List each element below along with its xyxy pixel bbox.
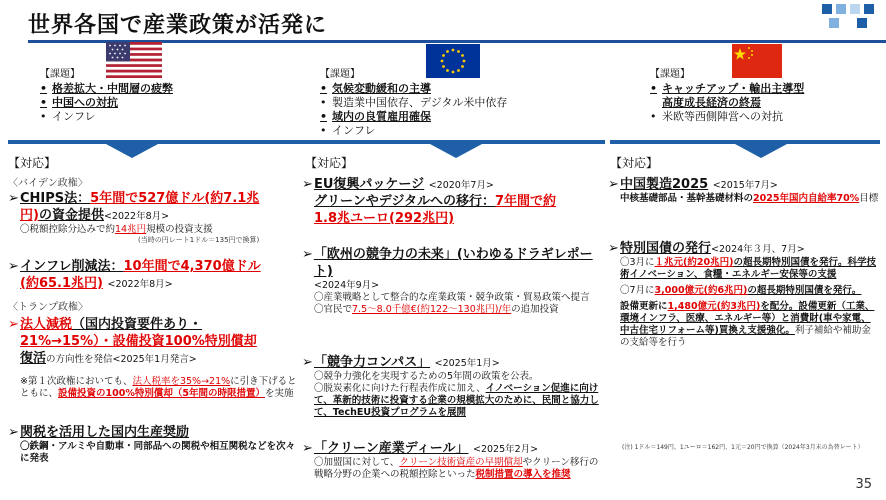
cn-issues [650, 68, 880, 124]
tariff-policy: ➢関税を活用した国内生産奨励 〇鉄鋼・アルミや自動車・同部品への関税や相互関税などを次々に発表 [8, 425, 296, 464]
eu-issue-item: • 気候変動緩和の主導 [320, 82, 431, 95]
page-number: 35 [855, 477, 872, 492]
cn-response-label: 【対応】 [610, 156, 659, 170]
deco-square [857, 18, 867, 28]
us-issue-item: • インフレ [40, 110, 96, 123]
corporate-tax-cut: ➢法人減税（国内投資要件あり・ 21%→15%）・設備投資100%特別償却 復活の方向性を発信<2025年1月発言> [8, 317, 257, 366]
us-issue-item: • 格差拡大・中間層の疲弊 [40, 82, 173, 95]
issues-label: 【課題】 [650, 69, 690, 80]
issues-label: 【課題】 [320, 69, 360, 80]
inflation-reduction-act: ➢インフレ削減法：10年間で4,370億ドル (約65.1兆円) <2022年8月> [8, 259, 261, 291]
issues-label: 【課題】 [40, 69, 80, 80]
deco-square [829, 18, 839, 28]
cn-issue-item: 高度成長経済の終焉 [662, 96, 761, 109]
deco-square [864, 4, 874, 14]
cn-issue-item: • キャッチアップ・輸出主導型 [650, 82, 805, 95]
first-term-note: ※第１次政権においても、法人税率を35%→21%に引き下げるとともに、設備投資の100%特別償却（5年間の時限措置）を実施 [20, 376, 297, 399]
deco-square [822, 4, 832, 14]
arrow-bar [8, 140, 308, 144]
deco-square [850, 4, 860, 14]
clean-industrial-deal: ➢「クリーン産業ディール」 <2025年2月> 〇加盟国に対して、クリーン技術資産の早期償却やクリーン移行の戦略分野の企業への税額控除といった税制措置の導入を推奨 [302, 441, 599, 480]
us-issues [40, 68, 280, 124]
eu-issues [320, 68, 590, 138]
exchange-rate-note: (注) 1ドル＝149円、1ユーロ＝162円、1元＝20円で換算（2024年3月末の為替レート） [622, 444, 864, 451]
down-arrow-icon [106, 144, 158, 158]
competitiveness-compass: ➢「競争力コンパス」 <2025年1月> 〇競争力強化を実現するための5年間の政策を公表。 〇脱炭素化に向けた行程表作成に加え、イノベーション促進に向けて、革新的技術に投資する企業の規模拡大のために、民間と協力して、TechEU投資プログラムを展開 [302, 355, 599, 418]
us-response-label: 【対応】 [8, 156, 57, 170]
draghi-report: ➢ 「欧州の競争力の未来」(いわゆるドラギレポート) <2024年9月> 〇産業戦略として整合的な産業政策・競争政策・貿易政策へ提言 〇官民で7.5～8.0千億€(約122～130兆円)/年の追加投資 [302, 247, 593, 315]
special-bonds: ➢特別国債の発行<2024年３月、7月> 〇3月に１兆元(約20兆円)の超長期特別国債を発行。科学技術イノベーション、食糧・エネルギー安保等の支援 〇7月に3,000億元(約6兆円)の超長期特別国債を発行。 設備更新に1,480億元(約3兆円)を配分。設備更新（工業、環境インフラ、医療、エネルギー等）と消費財(車や家電、中古住宅リフォーム等)買換え支援強化。利子補給や補助金の支給等を行う [608, 241, 876, 348]
eu-recovery-package: ➢EU復興パッケージ <2020年7月> グリーンやデジタルへの移行：7年間で約 1.8兆ユーロ(292兆円) [302, 177, 557, 226]
made-in-china-2025: ➢中国製造2025 <2015年7月> 中核基礎部品・基幹基礎材料の2025年国内自給率70%目標 [608, 177, 879, 204]
cn-issue-item: • 米欧等西側陣営への対抗 [650, 110, 783, 123]
biden-label: 〈バイデン政権〉 [8, 178, 88, 189]
eu-issue-item: • インフレ [320, 124, 376, 137]
deco-square [836, 4, 846, 14]
down-arrow-icon [430, 144, 482, 158]
page-title: 世界各国で産業政策が活発に [28, 13, 328, 38]
trump-label: 〈トランプ政権〉 [8, 302, 88, 313]
chips-act: ➢CHIPS法：5年間で527億ドル(約7.1兆 円)の資金提供<2022年8月> 〇税額控除分込みで約14兆円規模の投資支援 (当時の円レート1ドル＝135円で換算) [8, 191, 260, 244]
us-issue-item: • 中国への対抗 [40, 96, 118, 109]
eu-issue-item: • 域内の良質雇用確保 [320, 110, 431, 123]
down-arrow-icon [735, 144, 787, 158]
eu-issue-item: • 製造業中国依存、デジタル米中依存 [320, 96, 508, 109]
eu-response-label: 【対応】 [305, 156, 354, 170]
